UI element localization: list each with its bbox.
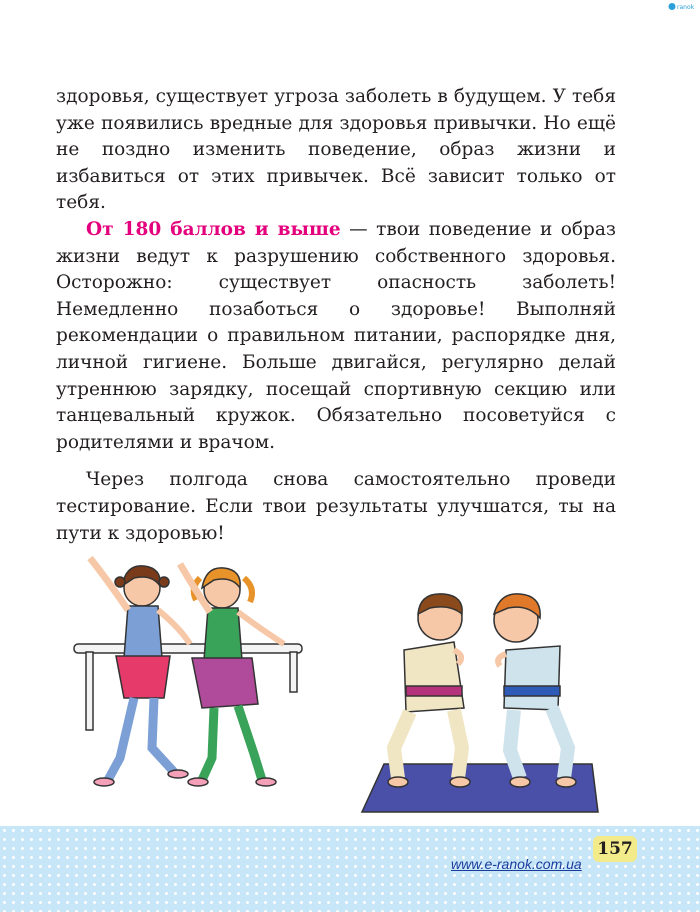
publisher-logo-icon [668, 2, 696, 11]
girl-2 [180, 564, 284, 786]
publisher-link[interactable]: www.e-ranok.com.ua [451, 856, 582, 872]
paragraph-2 [56, 217, 616, 456]
paragraph-2-text: — твои поведение и образ жизни ведут к разрушению собственного здоровья. Осторожно: существует опасность заболеть! Немедленно позаботься о здоровье! Выполняй рекомендации о правильном питании, распорядке дня, личной гигиене. Больше двигайся, регулярно делай утреннюю зарядку, посещай спортивную секцию или танцевальный кружок. Обязательно посоветуйся с родителями и врачом. [56, 218, 616, 453]
boy-1 [388, 594, 470, 787]
girls-ballet-illustration [62, 548, 320, 796]
svg-text:ranok: ranok [677, 4, 695, 11]
page-number: 157 [593, 836, 637, 862]
score-highlight: От 180 баллов и выше [86, 218, 341, 240]
girl-1 [90, 558, 190, 786]
main-text [56, 84, 616, 547]
boys-wrestling-illustration [354, 578, 604, 814]
paragraph-1: здоровья, существует угроза заболеть в будущем. У тебя уже появились вредные для здоровья привычки. Но ещё не поздно изменить поведение, образ жизни и избавиться от этих привычек. Всё зависит только от тебя. [56, 86, 616, 214]
boy-2 [494, 594, 576, 787]
paragraph-3: Через полгода снова самостоятельно проведи тестирование. Если твои результаты улучшатся, ты на пути к здоровью! [56, 469, 616, 544]
